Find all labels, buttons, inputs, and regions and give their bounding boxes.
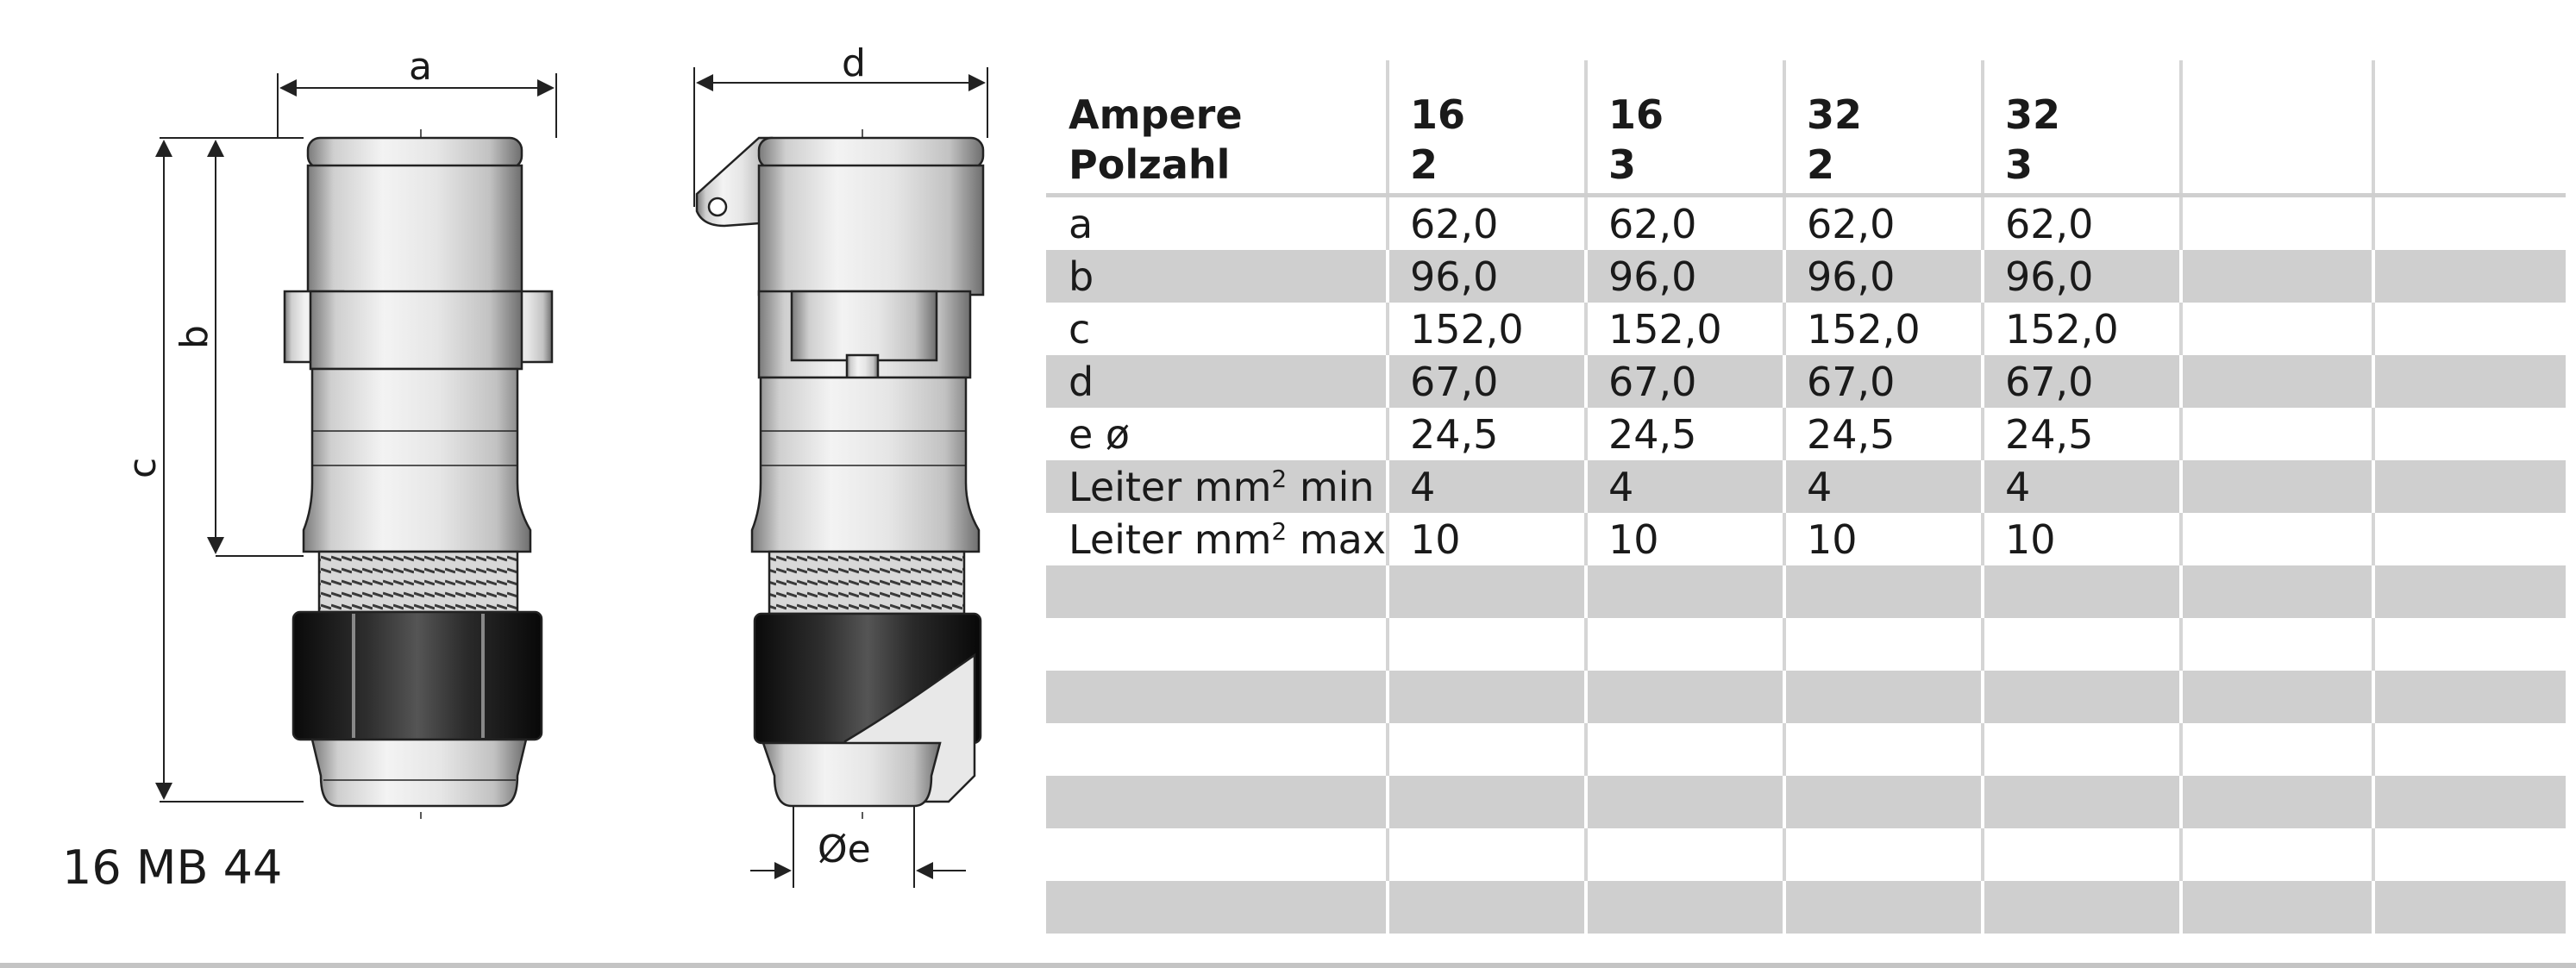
header-ampere-value: 32 (2005, 91, 2061, 138)
value-cell: 62,0 (1983, 196, 2181, 251)
dim-b-label: b (172, 325, 216, 349)
empty-cell (2373, 250, 2566, 303)
row-label-tail: min (1287, 463, 1375, 510)
empty-cell (2373, 460, 2566, 513)
header-poles-value: 2 (1807, 141, 1835, 188)
value-cell: 4 (1784, 460, 1983, 513)
value-cell: 10 (1586, 513, 1784, 565)
value-cell: 96,0 (1784, 250, 1983, 303)
empty-row (1046, 565, 2566, 618)
empty-cell (2373, 355, 2566, 408)
row-label: a (1069, 200, 1094, 247)
empty-cell (2181, 408, 2373, 460)
value-cell: 62,0 (1388, 196, 1586, 251)
row-label-superscript: 2 (1271, 464, 1288, 493)
value-cell: 10 (1784, 513, 1983, 565)
header-ampere-value: 32 (1807, 91, 1863, 138)
table-row (1046, 250, 2566, 303)
value-cell: 4 (1983, 460, 2181, 513)
value-cell: 4 (1586, 460, 1784, 513)
header-ampere-value: 16 (1410, 91, 1466, 138)
row-label: d (1046, 355, 1388, 408)
table-row (1046, 408, 2566, 460)
empty-cell (2181, 460, 2373, 513)
value-cell: 67,0 (1784, 355, 1983, 408)
header-cell (1983, 60, 2181, 196)
table-row (1046, 460, 2566, 513)
value-cell: 62,0 (1586, 196, 1784, 251)
value-cell: 10 (1388, 513, 1586, 565)
value-cell: 96,0 (1586, 250, 1784, 303)
empty-cell (2373, 513, 2566, 565)
row-label: e ø (1069, 410, 1131, 458)
empty-cell (2181, 513, 2373, 565)
value-cell: 96,0 (1388, 250, 1586, 303)
value-cell: 4 (1388, 460, 1586, 513)
header-label-cell (1046, 60, 1388, 196)
table-row (1046, 196, 2566, 251)
value-cell: 24,5 (1784, 408, 1983, 460)
dim-d-label: d (842, 41, 866, 85)
bottom-divider (0, 963, 2576, 968)
value-cell: 67,0 (1388, 355, 1586, 408)
header-ampere-label: Ampere (1069, 91, 1243, 138)
header-cell (1388, 60, 1586, 196)
empty-cell (2373, 303, 2566, 355)
value-cell: 24,5 (1388, 408, 1586, 460)
row-label-superscript: 2 (1271, 516, 1288, 546)
empty-row (1046, 618, 2566, 671)
technical-drawings (0, 0, 1052, 968)
empty-row (1046, 828, 2566, 881)
value-cell: 152,0 (1586, 303, 1784, 355)
header-poles-value: 2 (1410, 141, 1438, 188)
value-cell: 67,0 (1586, 355, 1784, 408)
row-label-main: Leiter mm (1069, 463, 1272, 510)
table-row (1046, 513, 2566, 565)
value-cell: 152,0 (1784, 303, 1983, 355)
value-cell: 10 (1983, 513, 2181, 565)
header-polzahl-label: Polzahl (1069, 141, 1231, 188)
row-label-tail: max (1287, 515, 1387, 563)
row-label (1046, 460, 1388, 513)
dimensions-table (1046, 60, 2566, 934)
value-cell: 96,0 (1983, 250, 2181, 303)
empty-row (1046, 776, 2566, 828)
table-row (1046, 355, 2566, 408)
row-label (1046, 513, 1388, 565)
empty-cell (2373, 196, 2566, 251)
row-label-main: Leiter mm (1069, 515, 1272, 563)
table-header-row (1046, 60, 2566, 196)
value-cell: 24,5 (1586, 408, 1784, 460)
table-row (1046, 303, 2566, 355)
header-poles-value: 3 (1608, 141, 1637, 188)
header-poles-value: 3 (2005, 141, 2034, 188)
empty-cell (2181, 250, 2373, 303)
empty-cell (2181, 303, 2373, 355)
row-label: b (1046, 250, 1388, 303)
dim-c-label: c (121, 457, 165, 478)
header-cell (1784, 60, 1983, 196)
empty-row (1046, 723, 2566, 776)
value-cell: 67,0 (1983, 355, 2181, 408)
empty-cell (2181, 196, 2373, 251)
empty-cell (2373, 60, 2566, 196)
value-cell: 152,0 (1388, 303, 1586, 355)
empty-cell (2373, 408, 2566, 460)
front-view-body (285, 138, 552, 806)
value-cell: 152,0 (1983, 303, 2181, 355)
header-cell (1586, 60, 1784, 196)
value-cell: 24,5 (1983, 408, 2181, 460)
side-view-body (697, 138, 983, 806)
value-cell: 62,0 (1784, 196, 1983, 251)
header-ampere-value: 16 (1608, 91, 1664, 138)
empty-row (1046, 671, 2566, 723)
row-label: c (1069, 305, 1091, 353)
empty-cell (2181, 60, 2373, 196)
model-number: 16 MB 44 (62, 840, 283, 895)
dim-a-label: a (409, 45, 432, 89)
empty-cell (2181, 355, 2373, 408)
dim-e-label: Øe (818, 827, 871, 871)
empty-row (1046, 881, 2566, 934)
